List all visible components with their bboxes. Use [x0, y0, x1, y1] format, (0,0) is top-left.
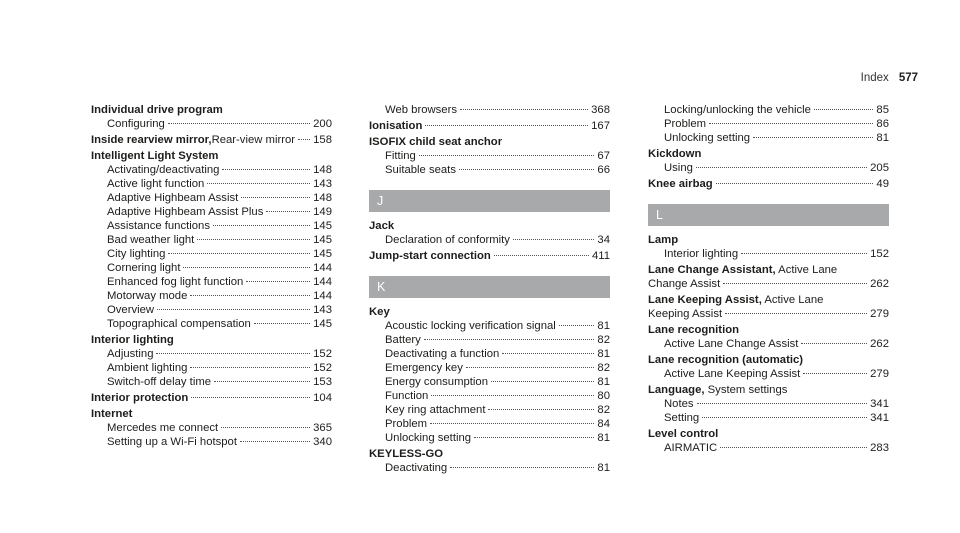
entry-heading-text: Key	[369, 306, 390, 318]
index-line[interactable]	[648, 367, 889, 381]
dot-leader	[430, 423, 594, 424]
index-entry	[369, 305, 610, 445]
entry-label: Notes	[664, 398, 694, 410]
index-line[interactable]	[369, 319, 610, 333]
entry-label: Using	[664, 162, 693, 174]
entry-heading: Ionisation	[369, 120, 423, 132]
page-ref: 80	[597, 390, 610, 402]
index-line[interactable]	[91, 421, 332, 435]
entry-label: Acoustic locking verification signal	[385, 320, 556, 332]
page-ref: 340	[313, 436, 332, 448]
index-column-3	[648, 103, 889, 457]
dot-leader	[725, 313, 867, 314]
entry-heading	[648, 147, 889, 161]
page-ref: 143	[313, 304, 332, 316]
index-entry	[369, 135, 610, 177]
index-line[interactable]	[91, 391, 332, 405]
entry-heading	[91, 103, 332, 117]
index-entry	[648, 263, 889, 291]
entry-label: Bad weather light	[107, 234, 195, 246]
index-entry	[648, 103, 889, 145]
page-ref: 34	[597, 234, 610, 246]
page-ref: 144	[313, 290, 332, 302]
index-line[interactable]	[91, 289, 332, 303]
entry-label: Topographical compensation	[107, 318, 251, 330]
index-entry	[91, 333, 332, 389]
index-entry	[91, 407, 332, 449]
entry-heading-text: Level control	[648, 428, 719, 440]
page-ref: 262	[870, 278, 889, 290]
entry-heading	[369, 219, 610, 233]
entry-label: Mercedes me connect	[107, 422, 219, 434]
entry-label: Adaptive Highbeam Assist	[107, 192, 239, 204]
index-line[interactable]	[648, 131, 889, 145]
entry-label: AIRMATIC	[664, 442, 718, 454]
page-number: 577	[898, 72, 918, 84]
entry-heading-text: Language,	[648, 384, 705, 396]
dot-leader	[424, 339, 595, 340]
entry-label: City lighting	[107, 248, 166, 260]
entry-heading	[648, 383, 889, 397]
index-line[interactable]	[91, 435, 332, 449]
index-entry	[91, 133, 332, 147]
index-line[interactable]	[369, 249, 610, 263]
index-line[interactable]	[91, 205, 332, 219]
index-entry	[648, 323, 889, 351]
index-entry	[91, 149, 332, 331]
page-header	[861, 72, 918, 84]
dot-leader	[709, 123, 873, 124]
index-entry	[648, 427, 889, 455]
index-line[interactable]	[369, 361, 610, 375]
page-ref: 262	[870, 338, 889, 350]
entry-heading-text: Internet	[91, 408, 133, 420]
page-ref: 167	[591, 120, 610, 132]
entry-heading	[648, 233, 889, 247]
page-ref: 84	[597, 418, 610, 430]
index-entry	[648, 233, 889, 261]
entry-label: Active Lane Keeping Assist	[664, 368, 801, 380]
dot-leader	[803, 373, 867, 374]
entry-label: Setting	[664, 412, 700, 424]
page-ref: 283	[870, 442, 889, 454]
dot-leader	[156, 353, 310, 354]
page-ref: 81	[597, 348, 610, 360]
dot-leader	[157, 309, 310, 310]
entry-heading-text: KEYLESS-GO	[369, 448, 444, 460]
page-ref: 341	[870, 412, 889, 424]
page-ref: 365	[313, 422, 332, 434]
page-ref: 153	[313, 376, 332, 388]
entry-heading	[91, 333, 332, 347]
entry-label: Overview	[107, 304, 155, 316]
dot-leader	[753, 137, 873, 138]
index-entry	[91, 391, 332, 405]
dot-leader	[491, 381, 594, 382]
index-line[interactable]	[91, 219, 332, 233]
dot-leader	[214, 381, 310, 382]
page-ref: 279	[870, 368, 889, 380]
dot-leader	[741, 253, 867, 254]
index-line[interactable]	[369, 403, 610, 417]
section-title: Index	[860, 72, 889, 84]
page-ref: 145	[313, 220, 332, 232]
entry-heading[interactable]	[648, 293, 889, 307]
entry-label: Unlocking setting	[385, 432, 472, 444]
entry-label: Emergency key	[385, 362, 463, 374]
index-line[interactable]	[369, 333, 610, 347]
entry-heading-text: Lamp	[648, 234, 679, 246]
entry-label: Adaptive Highbeam Assist Plus	[107, 206, 264, 218]
dot-leader	[240, 441, 310, 442]
index-line[interactable]	[369, 389, 610, 403]
dot-leader	[450, 467, 594, 468]
entry-heading[interactable]	[648, 263, 889, 277]
entry-heading	[369, 135, 610, 149]
index-line[interactable]	[91, 233, 332, 247]
index-line[interactable]	[648, 177, 889, 191]
entry-label: Configuring	[107, 118, 165, 130]
entry-label: Keeping Assist	[648, 308, 723, 320]
index-line[interactable]	[91, 117, 332, 131]
dot-leader	[502, 353, 594, 354]
page-ref: 144	[313, 276, 332, 288]
dot-leader	[459, 169, 594, 170]
entry-heading-text: Lane Keeping Assist,	[648, 294, 762, 306]
index-line[interactable]	[648, 411, 889, 425]
entry-heading-text: Lane recognition	[648, 324, 740, 336]
entry-heading-tail: Active Lane	[761, 294, 824, 306]
entry-label: Adjusting	[107, 348, 154, 360]
dot-leader	[298, 139, 310, 140]
entry-heading	[369, 305, 610, 319]
entry-label: Function	[385, 390, 429, 402]
entry-heading-tail: Rear-view mirror	[211, 134, 296, 146]
dot-leader	[168, 123, 310, 124]
page-ref: 143	[313, 178, 332, 190]
entry-heading: Knee airbag	[648, 178, 713, 190]
entry-heading-text: Intelligent Light System	[91, 150, 219, 162]
dot-leader	[702, 417, 867, 418]
entry-heading-text: Lane recognition (automatic)	[648, 354, 804, 366]
entry-label: Change Assist	[648, 278, 721, 290]
dot-leader	[190, 295, 310, 296]
entry-label: Energy consumption	[385, 376, 488, 388]
entry-heading-text: Lane Change Assistant,	[648, 264, 776, 276]
page-ref: 341	[870, 398, 889, 410]
dot-leader	[474, 437, 594, 438]
page-ref: 205	[870, 162, 889, 174]
page-ref: 152	[313, 348, 332, 360]
entry-label: Switch-off delay time	[107, 376, 212, 388]
dot-leader	[266, 211, 310, 212]
dot-leader	[801, 343, 867, 344]
index-line[interactable]	[91, 191, 332, 205]
dot-leader	[254, 323, 310, 324]
page-ref: 148	[313, 164, 332, 176]
dot-leader	[814, 109, 873, 110]
index-line[interactable]	[369, 347, 610, 361]
page-ref: 66	[597, 164, 610, 176]
entry-label: Ambient lighting	[107, 362, 188, 374]
dot-leader	[697, 403, 868, 404]
entry-heading	[91, 149, 332, 163]
page-ref: 82	[597, 404, 610, 416]
index-entry	[648, 293, 889, 321]
index-entry	[369, 119, 610, 133]
entry-heading: Jump-start connection	[369, 250, 491, 262]
entry-heading-text: Individual drive program	[91, 104, 223, 116]
dot-leader	[460, 109, 588, 110]
entry-label: Problem	[664, 118, 707, 130]
dot-leader	[716, 183, 874, 184]
dot-leader	[222, 169, 310, 170]
index-line[interactable]	[369, 119, 610, 133]
page-ref: 104	[313, 392, 332, 404]
index-line[interactable]	[369, 149, 610, 163]
entry-label: Setting up a Wi-Fi hotspot	[107, 436, 237, 448]
index-line[interactable]	[648, 161, 889, 175]
entry-heading-tail: Active Lane	[775, 264, 838, 276]
dot-leader	[419, 155, 595, 156]
dot-leader	[720, 447, 867, 448]
dot-leader	[466, 367, 595, 368]
index-entry	[91, 103, 332, 131]
entry-label: Battery	[385, 334, 421, 346]
index-entry	[369, 103, 610, 117]
entry-label: Cornering light	[107, 262, 181, 274]
entry-label: Active light function	[107, 178, 205, 190]
dot-leader	[190, 367, 310, 368]
entry-heading-text: Interior lighting	[91, 334, 174, 346]
letter-section-header: L	[648, 204, 889, 226]
page-ref: 81	[597, 462, 610, 474]
index-line[interactable]	[369, 233, 610, 247]
dot-leader	[207, 183, 310, 184]
index-line[interactable]	[648, 117, 889, 131]
entry-label: Unlocking setting	[664, 132, 751, 144]
index-line[interactable]	[91, 275, 332, 289]
index-line[interactable]	[91, 303, 332, 317]
index-line[interactable]	[91, 361, 332, 375]
dot-leader	[559, 325, 595, 326]
entry-label: Problem	[385, 418, 428, 430]
index-line[interactable]	[369, 375, 610, 389]
entry-label: Locking/unlocking the vehicle	[664, 104, 811, 116]
dot-leader	[213, 225, 310, 226]
entry-label: Web browsers	[385, 104, 457, 116]
entry-heading: Interior protection	[91, 392, 189, 404]
index-line[interactable]	[91, 347, 332, 361]
index-column-1	[91, 103, 332, 451]
page-ref: 158	[313, 134, 332, 146]
dot-leader	[696, 167, 867, 168]
dot-leader	[513, 239, 594, 240]
page-ref: 144	[313, 262, 332, 274]
index-line[interactable]	[91, 177, 332, 191]
page-ref: 145	[313, 248, 332, 260]
entry-heading-text: ISOFIX child seat anchor	[369, 136, 503, 148]
page-ref: 145	[313, 234, 332, 246]
index-entry	[648, 147, 889, 175]
dot-leader	[191, 397, 310, 398]
index-line[interactable]	[369, 103, 610, 117]
page-ref: 49	[876, 178, 889, 190]
dot-leader	[197, 239, 310, 240]
dot-leader	[241, 197, 310, 198]
page-ref: 145	[313, 318, 332, 330]
entry-heading-tail: System settings	[704, 384, 788, 396]
index-column-2	[369, 103, 610, 477]
index-entry	[369, 447, 610, 475]
page-ref: 200	[313, 118, 332, 130]
page-ref: 152	[313, 362, 332, 374]
index-line[interactable]	[369, 431, 610, 445]
entry-heading-text: Jack	[369, 220, 395, 232]
entry-label: Key ring attachment	[385, 404, 486, 416]
entry-heading-text: Kickdown	[648, 148, 702, 160]
dot-leader	[168, 253, 310, 254]
dot-leader	[246, 281, 310, 282]
entry-label: Motorway mode	[107, 290, 188, 302]
page-ref: 81	[597, 432, 610, 444]
dot-leader	[723, 283, 867, 284]
page-ref: 81	[876, 132, 889, 144]
page-ref: 411	[591, 250, 610, 262]
entry-label: Declaration of conformity	[385, 234, 510, 246]
page-ref: 279	[870, 308, 889, 320]
entry-label: Interior lighting	[664, 248, 739, 260]
entry-heading	[91, 407, 332, 421]
index-line[interactable]	[91, 317, 332, 331]
index-line[interactable]	[648, 441, 889, 455]
index-line[interactable]	[91, 261, 332, 275]
entry-heading	[648, 353, 889, 367]
index-line[interactable]	[369, 461, 610, 475]
index-line[interactable]	[648, 397, 889, 411]
dot-leader	[488, 409, 594, 410]
dot-leader	[183, 267, 310, 268]
entry-heading	[369, 447, 610, 461]
index-line[interactable]	[91, 133, 332, 147]
dot-leader	[431, 395, 594, 396]
index-line[interactable]	[369, 417, 610, 431]
page-ref: 85	[876, 104, 889, 116]
page-ref: 152	[870, 248, 889, 260]
index-line[interactable]	[91, 375, 332, 389]
index-line[interactable]	[648, 307, 889, 321]
index-entry	[648, 177, 889, 191]
index-entry	[648, 383, 889, 425]
index-line[interactable]	[648, 247, 889, 261]
dot-leader	[425, 125, 588, 126]
page-ref: 82	[597, 362, 610, 374]
index-entry	[369, 219, 610, 247]
entry-label: Fitting	[385, 150, 416, 162]
entry-heading	[648, 323, 889, 337]
entry-label: Deactivating	[385, 462, 448, 474]
page-ref: 148	[313, 192, 332, 204]
entry-heading: Inside rearview mirror,	[91, 134, 212, 146]
page-ref: 149	[313, 206, 332, 218]
letter-section-header: J	[369, 190, 610, 212]
page-ref: 368	[591, 104, 610, 116]
letter-section-header: K	[369, 276, 610, 298]
entry-label: Enhanced fog light function	[107, 276, 244, 288]
page-ref: 86	[876, 118, 889, 130]
dot-leader	[494, 255, 589, 256]
index-entry	[369, 249, 610, 263]
page-ref: 81	[597, 320, 610, 332]
entry-label: Active Lane Change Assist	[664, 338, 799, 350]
page-ref: 67	[597, 150, 610, 162]
index-line[interactable]	[369, 163, 610, 177]
entry-label: Activating/deactivating	[107, 164, 220, 176]
index-line[interactable]	[91, 163, 332, 177]
entry-label: Assistance functions	[107, 220, 210, 232]
entry-heading	[648, 427, 889, 441]
index-line[interactable]	[91, 247, 332, 261]
entry-label: Suitable seats	[385, 164, 456, 176]
page-ref: 82	[597, 334, 610, 346]
page-ref: 81	[597, 376, 610, 388]
index-line[interactable]	[648, 337, 889, 351]
index-line[interactable]	[648, 277, 889, 291]
entry-label: Deactivating a function	[385, 348, 500, 360]
index-line[interactable]	[648, 103, 889, 117]
dot-leader	[221, 427, 310, 428]
index-entry	[648, 353, 889, 381]
